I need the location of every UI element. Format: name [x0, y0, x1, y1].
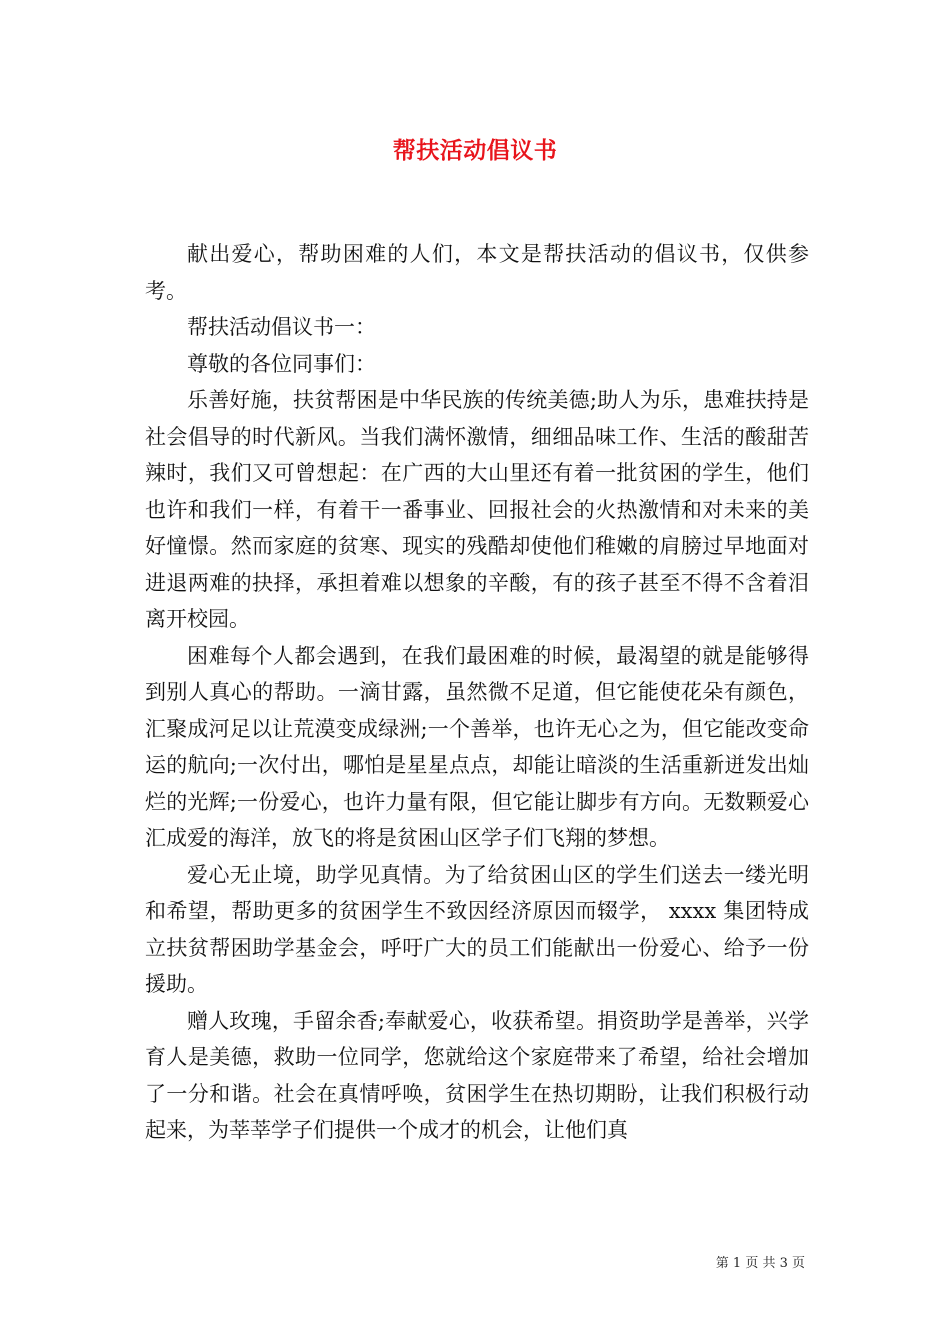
- page-number-footer: 第 1 页 共 3 页: [715, 1256, 805, 1271]
- document-title: 帮扶活动倡议书: [392, 137, 558, 164]
- document-body: [145, 236, 809, 1149]
- salutation: 尊敬的各位同事们：: [187, 351, 376, 376]
- body-paragraph: 赠人玫瑰，手留余香;奉献爱心，收获希望。捐资助学是善举，兴学育人是美德，救助一位同学，您就给这个家庭带来了希望，给社会增加了一分和谐。社会在真情呼唤，贫困学生在热切期盼，让我们积极行动起来，为莘莘学子们提供一个成才的机会，让他们真: [145, 1008, 809, 1142]
- body-paragraph: 乐善好施，扶贫帮困是中华民族的传统美德;助人为乐，患难扶持是社会倡导的时代新风。当我们满怀激情，细细品味工作、生活的酸甜苦辣时，我们又可曾想起：在广西的大山里还有着一批贫困的学生，他们也许和我们一样，有着干一番事业、回报社会的火热激情和对未来的美好憧憬。然而家庭的贫寒、现实的残酷却使他们稚嫩的肩膀过早地面对进退两难的抉择，承担着难以想象的辛酸，有的孩子甚至不得不含着泪离开校园。: [145, 388, 809, 631]
- body-paragraph: 爱心无止境，助学见真情。为了给贫困山区的学生们送去一缕光明和希望，帮助更多的贫困学生不致因经济原因而辍学， xxxx 集团特成立扶贫帮困助学基金会，呼吁广大的员工们能献出一份爱心、给予一份援助。: [145, 862, 809, 996]
- section-heading: 帮扶活动倡议书一：: [187, 315, 376, 339]
- body-paragraph: 困难每个人都会遇到，在我们最困难的时候，最渴望的就是能够得到别人真心的帮助。一滴甘露，虽然微不足道，但它能使花朵有颜色，汇聚成河足以让荒漠变成绿洲;一个善举，也许无心之为，但它能改变命运的航向;一次付出，哪怕是星星点点，却能让暗淡的生活重新迸发出灿烂的光辉;一份爱心，也许力量有限，但它能让脚步有方向。无数颗爱心汇成爱的海洋，放飞的将是贫困山区学子们飞翔的梦想。: [145, 643, 809, 850]
- intro-paragraph: 献出爱心，帮助困难的人们，本文是帮扶活动的倡议书，仅供参考。: [145, 242, 809, 303]
